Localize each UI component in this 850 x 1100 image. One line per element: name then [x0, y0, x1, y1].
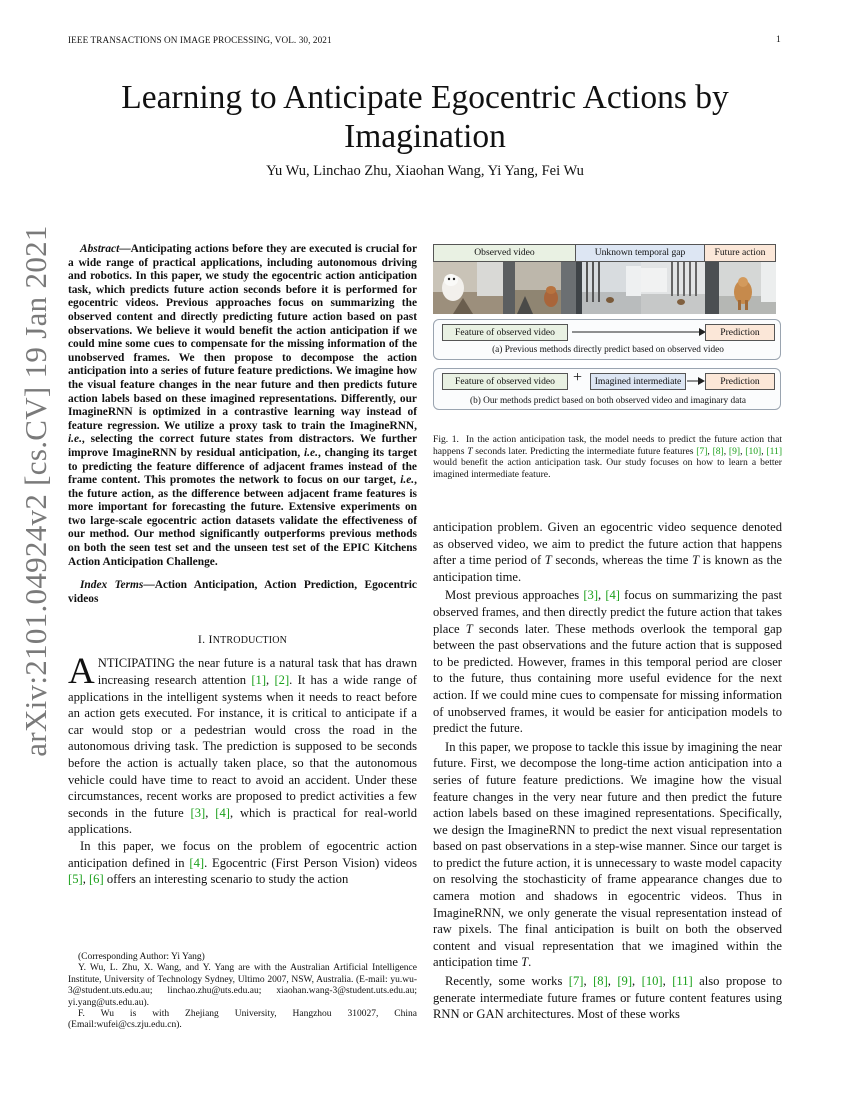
index-terms: Index Terms—Action Anticipation, Action Prediction, Egocentric videos [68, 579, 417, 605]
abstract-text: , changing its target to predicting the feature difference of adjacent frames instead of the frame content. This promotes the network to focus on our target, [68, 446, 417, 487]
citation-link[interactable]: [10] [745, 445, 762, 457]
math-variable: T [465, 621, 473, 636]
separator: , [583, 974, 594, 989]
abstract-text: , selecting the correct future states from distractors. We further improve ImagineRNN by residual anticipation, [68, 433, 417, 459]
paragraph-text: In this paper, we propose to tackle this issue by imagining the near future. First, we decompose the long-time action anticipation into a series of future feature predictions. We imagine how the visual feature changes in the very near future and then predict the future action labels based on these imagined representations. Specifically, we design the ImagineRNN to predict the next visual representation based on past observations in a step-wise manner. Since our target is to predict the future action, it is unnecessary to waste model capacity on resolving the stochasticity of frame appearance changes due to camera motion and shadows in egocentric videos. Thus in ImagineRNN, we only generate the visual representation instead of raw pixels. The final anticipation is built on both the observed content and visual representation that we imagined within the anticipation time [433, 739, 782, 970]
corridor-frame-icon [641, 262, 705, 314]
right-paragraph-3 [433, 739, 782, 971]
paragraph-text: , which is practical for real-world applications. [68, 805, 418, 837]
separator: , [598, 588, 606, 603]
plus-symbol: + [573, 369, 583, 386]
separator: , [662, 974, 673, 989]
abstract-ie: i.e. [68, 433, 82, 446]
author-list: Yu Wu, Linchao Zhu, Xiaohan Wang, Yi Yang, Fei Wu [266, 163, 584, 179]
citation-link[interactable]: [11] [766, 445, 783, 457]
panel-our-methods [433, 368, 781, 410]
citation-link[interactable]: [4] [215, 805, 230, 820]
section-heading-introduction [68, 632, 417, 647]
citation-link[interactable]: [3] [190, 805, 206, 820]
prediction-box-a: Prediction [705, 324, 775, 341]
citation-link[interactable]: [10] [641, 974, 663, 989]
citation-link[interactable]: [3] [583, 588, 599, 603]
left-column [68, 243, 417, 888]
intro-paragraph-2 [68, 838, 417, 888]
index-terms-label: Index Terms [80, 579, 144, 592]
figure-1-caption [433, 434, 782, 480]
citation-link[interactable]: [5] [68, 872, 83, 887]
page-number: 1 [776, 35, 781, 45]
citation-link[interactable]: [9] [617, 974, 633, 989]
future-action-label: Future action [704, 244, 776, 262]
separator: , [707, 445, 713, 457]
dog-frame-icon [433, 262, 503, 314]
paragraph-text: Recently, some works [445, 974, 569, 989]
paragraph-text: . [528, 955, 532, 970]
paragraph-text: seconds, whereas the time [551, 553, 692, 568]
paragraph-text: NTICIPATING the near future is a natural task that has drawn increasing research attention [97, 656, 417, 688]
caption-text: would benefit the action anticipation task. Our study focuses on how to learn a better imagined intermediate feature. [433, 457, 782, 480]
imagined-intermediate-box: Imagined intermediate [590, 373, 686, 390]
abstract-ie: i.e. [400, 474, 415, 487]
paragraph-text: focus on summarizing the past observed frames, and then directly predict the future action that takes place [433, 588, 782, 636]
prediction-box-b: Prediction [705, 373, 775, 390]
unknown-gap-label: Unknown temporal gap [575, 244, 705, 262]
observed-frame-1 [433, 262, 503, 314]
abstract-text: , the future action, as the difference between adjacent frame features is more important for forecasting the future. Extensive experiments on two large-scale egocentric action datasets validate the effectiveness of our method. Our method significantly outperforms previous methods on both the seen test set and the unseen test set of the EPIC Kitchens Action Anticipation Challenge. [68, 474, 417, 568]
panel-a-caption: (a) Previous methods directly predict based on observed video [492, 345, 724, 355]
figure-label: Fig. 1. [433, 434, 459, 445]
math-variable: T [544, 553, 552, 568]
footnotes [68, 952, 417, 1032]
separator: , [205, 805, 216, 820]
right-column [433, 519, 782, 1025]
citation-link[interactable]: [4] [605, 588, 620, 603]
separator: , [761, 445, 767, 457]
separator: , [266, 673, 275, 688]
right-paragraph-2 [433, 587, 782, 736]
drop-cap: A [68, 651, 95, 693]
corridor-frame-icon [576, 262, 641, 314]
math-variable: T [691, 553, 699, 568]
math-variable: T [521, 955, 529, 970]
separator: , [723, 445, 729, 457]
footnote-affiliation-1: Y. Wu, L. Zhu, X. Wang, and Y. Yang are with the Australian Artificial Intelligence Institute, University of Technology Sydney, Ultimo 2007, NSW, Australia. (E-mail: yu.wu-3@student.uts.edu.au; linchao.zhu@uts.edu.au; xiaohan.wang-3@student.uts.edu.au; yi.yang@uts.edu.au). [68, 963, 417, 1008]
dog-frame-icon [705, 262, 776, 314]
paragraph-text: offers an interesting scenario to study the action [103, 872, 349, 887]
feature-observed-box-b: Feature of observed video [442, 373, 568, 390]
separator: , [607, 974, 618, 989]
panel-previous-methods [433, 319, 781, 360]
citation-link[interactable]: [4] [189, 855, 205, 870]
math-variable: T [467, 445, 473, 457]
arrow-icon [687, 376, 705, 386]
citation-link[interactable]: [11] [672, 974, 693, 989]
caption-text: In the action anticipation task, the model needs to predict the future action that happens [433, 434, 782, 457]
arxiv-identifier-text: arXiv:2101.04924v2 [cs.CV] 19 Jan 2021 [18, 225, 53, 757]
citation-link[interactable]: [9] [728, 445, 741, 457]
paragraph-text: . Egocentric (First Person Vision) videos [204, 855, 417, 870]
gap-frame-2 [641, 262, 705, 314]
index-terms-text: Action Anticipation, Action Prediction, Egocentric videos [68, 579, 417, 605]
footnote-corresponding-author: (Corresponding Author: Yi Yang) [78, 952, 205, 962]
section-title-rest: NTRODUCTION [212, 635, 288, 647]
paper-title: Learning to Anticipate Egocentric Actions by Imagination [121, 79, 729, 155]
paragraph-text: is known as the anticipation time. [433, 553, 782, 584]
feature-observed-box-a: Feature of observed video [442, 324, 568, 341]
right-paragraph-1 [433, 519, 782, 585]
paragraph-text: anticipation problem. Given an egocentric video sequence denoted as observed video, we aim to predict the future action that happens after a time period of [433, 520, 782, 568]
separator: , [82, 872, 89, 887]
caption-text: seconds later. Predicting the intermediate future features [472, 445, 697, 457]
panel-b-caption: (b) Our methods predict based on both observed video and imaginary data [470, 396, 746, 406]
citation-link[interactable]: [7] [696, 445, 708, 457]
right-paragraph-4 [433, 973, 782, 1023]
abstract-text: Anticipating actions before they are executed is crucial for a wide range of practical applications, including autonomous driving and robotics. In this paper, we study the egocentric action anticipation task, which predicts future action seconds before it is performed for egocentric videos. Previous approaches focus on summarizing the observed content and directly predicting future action based on past observations. We believe it would benefit the action anticipation if we could mine some cues to compensate for the missing information of the unobserved frames. We then propose to decompose the action anticipation into a series of future feature predictions. We imagine how the visual feature changes in the near future and then predicts future action labels based on these imagined representations. Differently, our ImagineRNN is optimized in a contrastive learning way instead of feature regression. We utilize a proxy task to train the ImagineRNN, [68, 243, 417, 432]
abstract-ie: i.e. [304, 446, 318, 459]
paragraph-text: In this paper, we focus on the problem of egocentric action anticipation defined in [68, 838, 417, 870]
separator: , [740, 445, 746, 457]
paragraph-text: seconds later. These methods overlook the temporal gap between the past observations and the future action that is supposed to be predicted. However, frames in this temporal period are closer to the future, thus containing more useful evidence for the next action. If we could mine cues to compensate for missing information of unobserved frames, it would be easier for anticipation models to predict the future. [433, 621, 782, 736]
intro-paragraph-1 [68, 651, 418, 838]
observed-frame-2 [503, 262, 576, 314]
abstract-label: Abstract [80, 243, 120, 255]
citation-link[interactable]: [6] [88, 872, 104, 887]
citation-link[interactable]: [2] [274, 673, 290, 688]
figure-1 [433, 244, 782, 414]
citation-link[interactable]: [1] [251, 673, 267, 688]
observed-video-label: Observed video [433, 244, 576, 262]
arrow-icon [572, 327, 706, 337]
section-title-initial: I [208, 632, 213, 647]
paragraph-text: Most previous approaches [445, 588, 584, 603]
abstract: Abstract—Anticipating actions before they are executed is crucial for a wide range of practical applications, including autonomous driving and robotics. In this paper, we study the egocentric action anticipation task, which predicts future action seconds before it is performed for egocentric videos. Previous approaches focus on summarizing the observed content and directly predicting future action based on past observations. We believe it would benefit the action anticipation if we could mine some cues to compensate for the missing information of the unobserved frames. We then propose to decompose the action anticipation into a series of future feature predictions. We imagine how the visual feature changes in the near future and then predicts future action labels based on these imagined representations. Differently, our ImagineRNN is optimized in a contrastive learning way instead of feature regression. We utilize a proxy task to train the ImagineRNN, i.e., selecting the correct future states from distractors. We further improve ImagineRNN by residual anticipation, i.e., changing its target to predicting the feature difference of adjacent frames instead of the frame content. This promotes the network to focus on our target, i.e., the future action, as the difference between adjacent frame features is more important for forecasting the future. Extensive experiments on two large-scale egocentric action datasets validate the effectiveness of our method. Our method significantly outperforms previous methods on both the seen test set and the unseen test set of the EPIC Kitchens Action Anticipation Challenge. [68, 243, 417, 568]
separator: , [632, 974, 642, 989]
paragraph-text: . It has a wide range of applications in the intelligent systems when it needs to react before an action gets executed. For instance, it is critical to anticipate if a car would stop or a pedestrian would cross the road in the autonomous driving task. The prediction is supposed to be seconds before the action is actually taken place, so that the autonomous vehicle could have time to react to avoid an accident. Under these circumstances, recent works are proposed to predict activities a few seconds in the future [68, 673, 417, 820]
paragraph-text: also propose to generate intermediate future frames or future content features using RNN or GAN architectures. Most of these works [433, 974, 783, 1022]
running-header: IEEE TRANSACTIONS ON IMAGE PROCESSING, VOL. 30, 2021 [68, 35, 332, 45]
citation-link[interactable]: [7] [568, 974, 584, 989]
citation-link[interactable]: [8] [712, 445, 724, 457]
footnote-affiliation-2: F. Wu is with Zhejiang University, Hangzhou 310027, China (Email:wufei@cs.zju.edu.cn). [68, 1009, 417, 1031]
citation-link[interactable]: [8] [593, 974, 608, 989]
section-number: I. [197, 632, 206, 647]
dog-frame-icon [503, 262, 576, 314]
arxiv-identifier[interactable] [10, 225, 62, 757]
future-frame [705, 262, 776, 314]
gap-frame-1 [576, 262, 641, 314]
